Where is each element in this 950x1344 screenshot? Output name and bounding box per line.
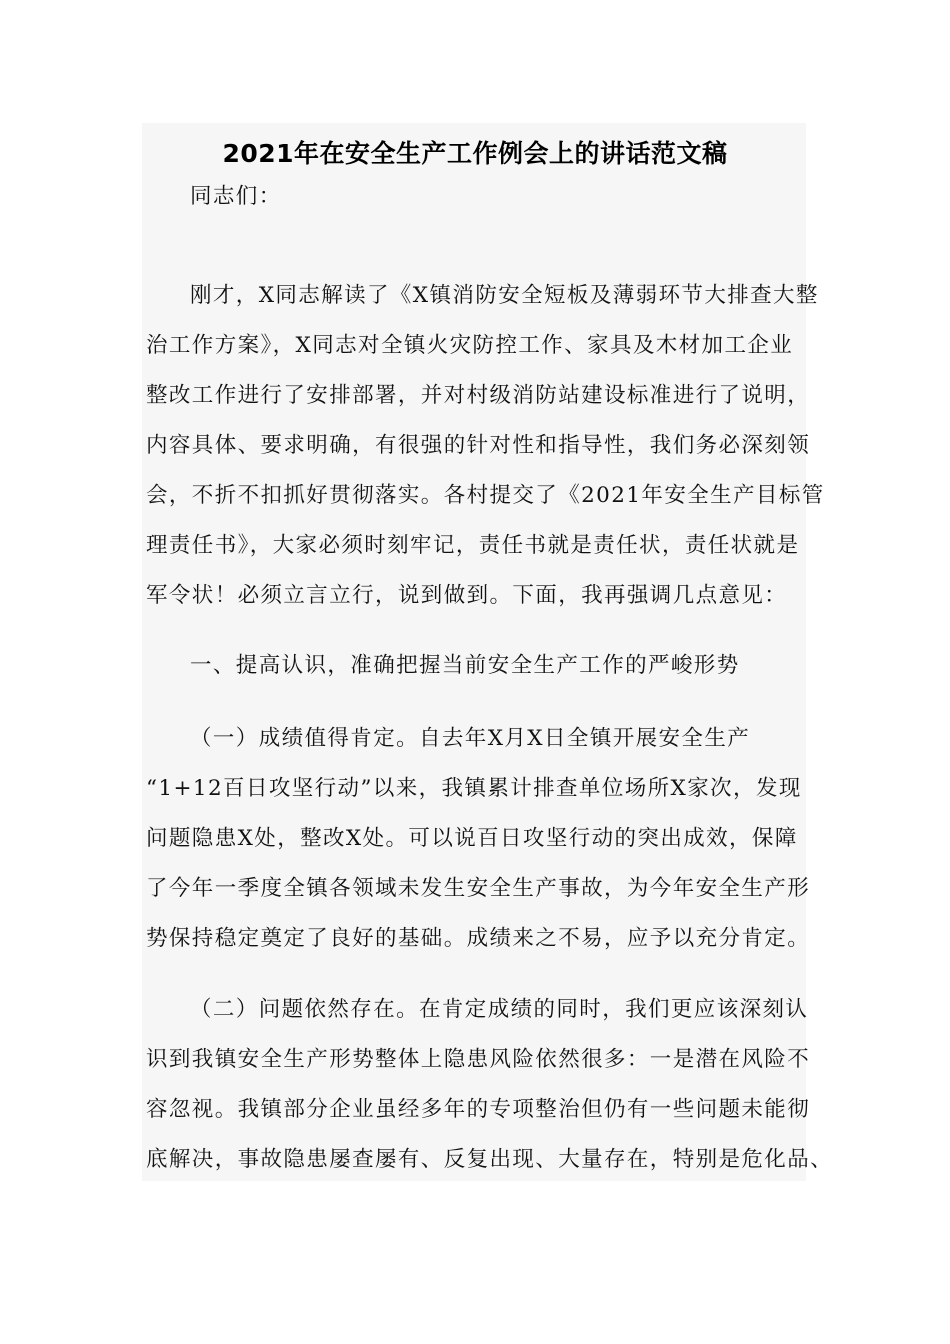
paragraph-1-line-5: 会，不折不扣抓好贯彻落实。各村提交了《2021年安全生产目标管 [146,483,825,508]
paragraph-2-line-4: 了今年一季度全镇各领域未发生安全生产事故，为今年安全生产形 [146,876,811,901]
section-heading-1: 一、提高认识，准确把握当前安全生产工作的严峻形势 [190,653,740,678]
paragraph-3-line-1: （二）问题依然存在。在肯定成绩的同时，我们更应该深刻认 [190,997,809,1022]
paragraph-1-line-4: 内容具体、要求明确，有很强的针对性和指导性，我们务必深刻领 [146,433,811,458]
document-title: 2021年在安全生产工作例会上的讲话范文稿 [222,139,728,168]
paragraph-3-line-2: 识到我镇安全生产形势整体上隐患风险依然很多：一是潜在风险不 [146,1047,811,1072]
paragraph-1-line-3: 整改工作进行了安排部署，并对村级消防站建设标准进行了说明， [146,383,811,408]
paragraph-3-line-4: 底解决，事故隐患屡查屡有、反复出现、大量存在，特别是危化品、 [146,1147,834,1172]
paragraph-2-line-3: 问题隐患X处，整改X处。可以说百日攻坚行动的突出成效，保障 [146,826,798,851]
paragraph-1-line-6: 理责任书》，大家必须时刻牢记，责任书就是责任状，责任状就是 [146,533,800,558]
paragraph-2-line-1: （一）成绩值得肯定。自去年X月X日全镇开展安全生产 [190,726,751,751]
paragraph-1-line-1: 刚才，X同志解读了《X镇消防安全短板及薄弱环节大排查大整 [190,283,819,308]
paragraph-1-line-7: 军令状！必须立言立行，说到做到。下面，我再强调几点意见： [146,583,788,608]
paragraph-2-line-5: 势保持稳定奠定了良好的基础。成绩来之不易，应予以充分肯定。 [146,926,811,951]
paragraph-1-line-2: 治工作方案》，X同志对全镇火灾防控工作、家具及木材加工企业 [146,333,794,358]
paragraph-2-line-2: “1+12百日攻坚行动”以来，我镇累计排查单位场所X家次，发现 [146,776,802,801]
salutation: 同志们： [190,184,282,209]
paragraph-3-line-3: 容忽视。我镇部分企业虽经多年的专项整治但仍有一些问题未能彻 [146,1097,811,1122]
